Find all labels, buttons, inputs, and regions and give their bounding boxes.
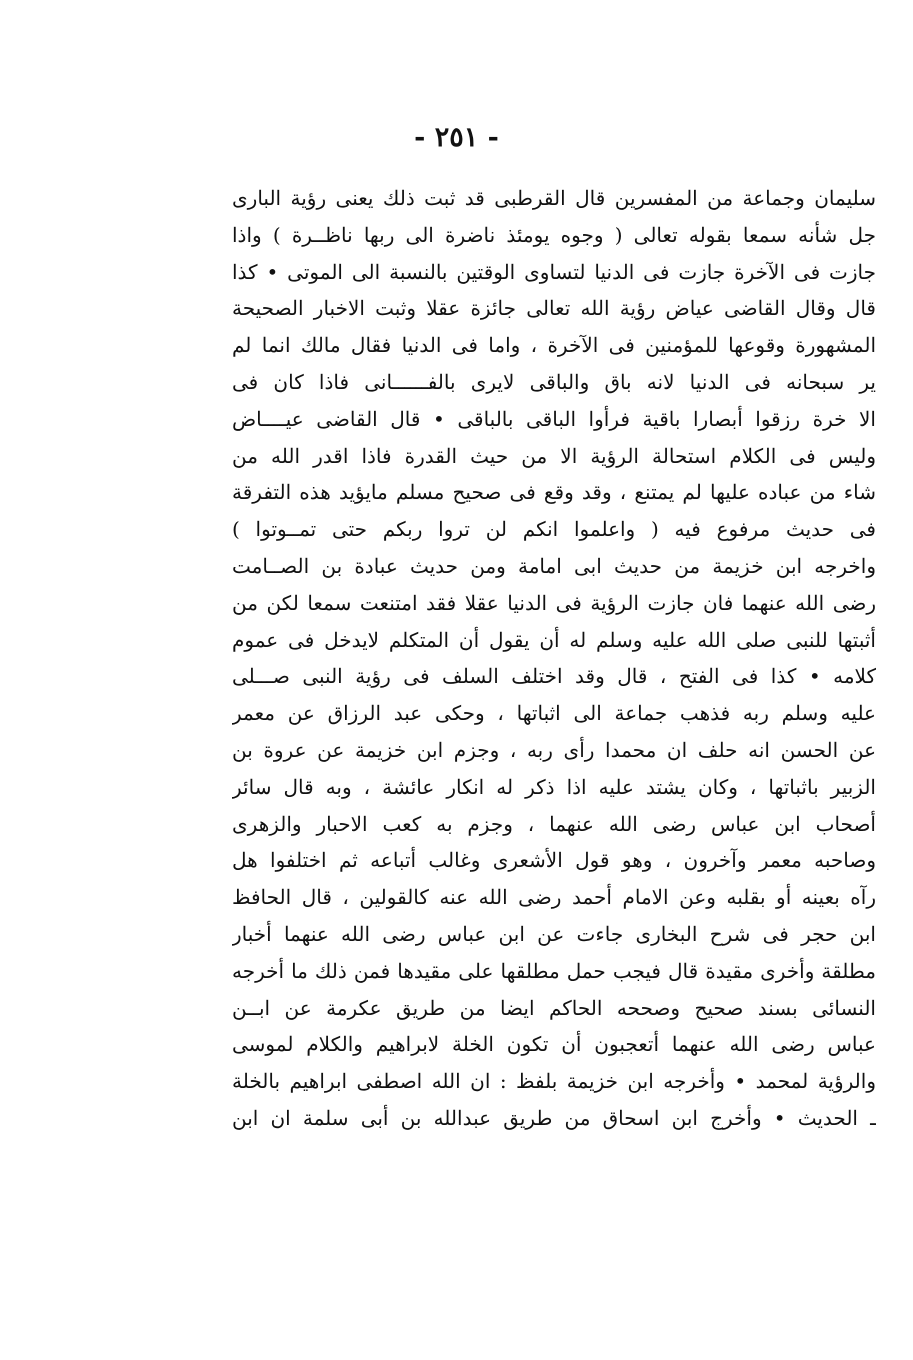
text-line: رضى الله عنهما فان جازت الرؤية فى الدنيا عقلا فقد امتنعت سمعا لكن من	[232, 590, 876, 615]
text-line: النسائى بسند صحيح وصححه الحاكم ايضا من طريق عكرمة عن ابــن	[232, 995, 876, 1020]
text-line: رآه بعينه أو بقلبه وعن الامام أحمد رضى الله عنه كالقولين ، قال الحافظ	[232, 885, 876, 910]
text-line: فى حديث مرفوع فيه ( واعلموا انكم لن تروا ربكم حتى تمــوتوا )	[232, 517, 876, 542]
text-line: أثبتها للنبى صلى الله عليه وسلم له أن يقول أن المتكلم لايدخل فى عموم	[232, 627, 876, 652]
text-line: قال وقال القاضى عياض رؤية الله تعالى جائزة عقلا وثبت الاخبار الصحيحة	[232, 296, 876, 321]
text-line: عباس رضى الله عنهما أتعجبون أن تكون الخلة لابراهيم والكلام لموسى	[232, 1032, 876, 1057]
text-line: ـ الحديث • وأخرج ابن اسحاق من طريق عبدالله بن أبى سلمة ان ابن	[232, 1105, 876, 1130]
text-line: شاء من عباده عليها لم يمتنع ، وقد وقع فى صحيح مسلم مايؤيد هذه التفرقة	[232, 480, 876, 505]
text-line: أصحاب ابن عباس رضى الله عنهما ، وجزم به كعب الاحبار والزهرى	[232, 811, 876, 836]
text-line: واخرجه ابن خزيمة من حديث ابى امامة ومن حديث عبادة بن الصــامت	[232, 553, 876, 578]
body-text	[232, 180, 876, 1137]
text-line: الا خرة رزقوا أبصارا باقية فرأوا الباقى بالباقى • قال القاضى عيــــاض	[232, 406, 876, 431]
text-line: سليمان وجماعة من المفسرين قال القرطبى قد ثبت ذلك يعنى رؤية البارى	[232, 186, 876, 210]
text-line: كلامه • كذا فى الفتح ، قال وقد اختلف السلف فى رؤية النبى صـــلى	[232, 664, 876, 689]
text-line: المشهورة وقوعها للمؤمنين فى الآخرة ، واما فى الدنيا فقال مالك انما لم	[232, 333, 876, 358]
text-line: مطلقة وأخرى مقيدة قال فيجب حمل مطلقها على مقيدها فمن ذلك ما أخرجه	[232, 958, 876, 983]
text-line: والرؤية لمحمد • وأخرجه ابن خزيمة بلفظ : ان الله اصطفى ابراهيم بالخلة	[232, 1069, 876, 1094]
text-line: الزبير باثباتها ، وكان يشتد عليه اذا ذكر له انكار عائشة ، وبه قال سائر	[232, 774, 876, 799]
text-line: ابن حجر فى شرح البخارى جاءت عن ابن عباس رضى الله عنهما أخبار	[232, 921, 876, 946]
text-line: وصاحبه معمر وآخرون ، وهو قول الأشعرى وغالب أتباعه ثم اختلفوا هل	[232, 848, 876, 873]
text-line: جل شأنه سمعا بقوله تعالى ( وجوه يومئذ ناضرة الى ربها ناظــرة ) واذا	[232, 222, 876, 247]
text-line: وليس فى الكلام استحالة الرؤية الا من حيث القدرة فاذا اقدر الله من	[232, 443, 876, 468]
text-line: جازت فى الآخرة جازت فى الدنيا لتساوى الوقتين بالنسبة الى الموتى • كذا	[232, 259, 876, 284]
text-line: عليه وسلم ربه فذهب جماعة الى اثباتها ، وحكى عبد الرزاق عن معمر	[232, 701, 876, 726]
page-number: - ٢٥١ -	[414, 122, 499, 153]
text-line: ير سبحانه فى الدنيا لانه باق والباقى لايرى بالفــــــانى فاذا كان فى	[232, 369, 876, 394]
text-line: عن الحسن انه حلف ان محمدا رأى ربه ، وجزم ابن خزيمة عن عروة بن	[232, 737, 876, 762]
